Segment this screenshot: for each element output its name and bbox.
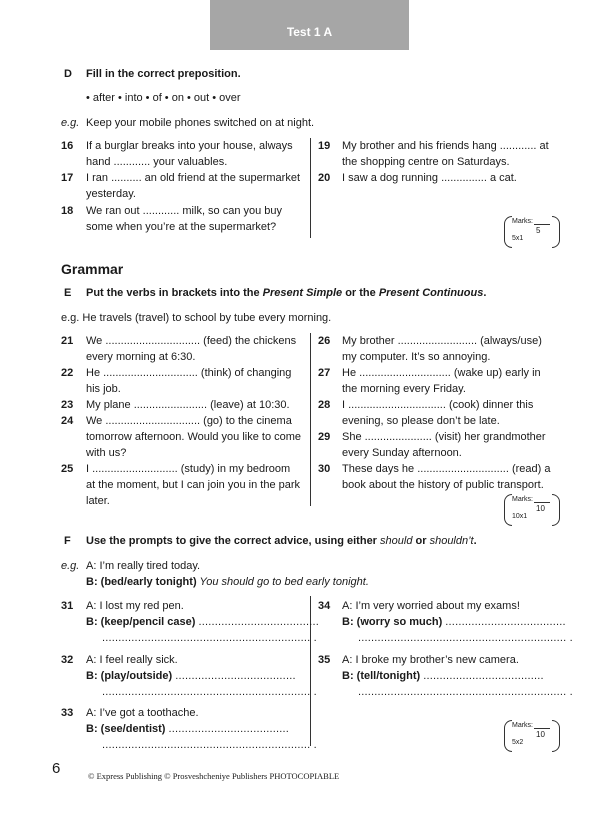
item-number: 29 [318,431,331,443]
dialogue-a: A: I lost my red pen. [86,600,184,612]
section-d-letter: D [64,68,72,80]
example-label: e.g. [61,117,80,129]
item-number: 23 [61,399,74,411]
dialogue-a: A: I’ve got a toothache. [86,707,199,719]
item-text: I ............................ (study) in my bedroom at the moment, but I can join you in the park later. [86,463,301,507]
item-text: She ...................... (visit) her grandmother every Sunday afternoon. [342,431,546,459]
section-f-title: Use the prompts to give the correct advice, using either should or shouldn’t. [86,535,477,547]
item-number: 26 [318,335,331,347]
item-text: These days he .............................. (read) a book about the history of public transport. [342,463,551,491]
item-text: My brother .......................... (always/use) my computer. It’s so annoying. [342,335,542,363]
item-text: My brother and his friends hang ............ at the shopping centre on Saturdays. [342,140,549,168]
preposition-options: • after • into • of • on • out • over [86,92,241,104]
item-text: I ran .......... an old friend at the supermarket yesterday. [86,172,300,200]
item-number: 20 [318,172,331,184]
answer-line: ................................................................ . [102,686,317,698]
item-text: We ran out ............ milk, so can you buy some when you’re at the supermarket? [86,205,283,233]
dialogue-b: B: (tell/tonight) ..................................... [342,670,544,682]
dialogue-b: B: (play/outside) ..................................... [86,670,296,682]
column-divider [310,333,311,506]
section-d-title: Fill in the correct preposition. [86,68,241,80]
dialogue-b: B: (keep/pencil case) ..................................... [86,616,319,628]
example-line-a: A: I’m really tired today. [86,560,201,572]
example-label: e.g. [61,560,80,572]
item-number: 22 [61,367,74,379]
item-text: We ............................... (go) to the cinema tomorrow afternoon. Would you like to come with us? [86,415,302,459]
dialogue-b: B: (worry so much) ..................................... [342,616,566,628]
item-number: 16 [61,140,74,152]
copyright-notice: © Express Publishing © Prosveshcheniye Publishers PHOTOCOPIABLE [88,771,340,781]
dialogue-a: A: I feel really sick. [86,654,178,666]
example-line-b: B: (bed/early tonight) You should go to bed early tonight. [86,576,369,588]
item-text: My plane ........................ (leave) at 10:30. [86,399,290,411]
answer-line: ................................................................ . [102,632,317,644]
dialogue-b: B: (see/dentist) ..................................... [86,723,290,735]
item-number: 17 [61,172,74,184]
item-text: I saw a dog running ............... a cat. [342,172,517,184]
item-number: 21 [61,335,74,347]
item-text: He ............................... (think) of changing his job. [86,367,292,395]
section-d-example: Keep your mobile phones switched on at night. [86,117,315,129]
grammar-heading: Grammar [61,261,124,277]
item-text: He .............................. (wake up) early in the morning every Friday. [342,367,541,395]
answer-line: ................................................................ . [358,632,573,644]
item-number: 25 [61,463,74,475]
section-e-example: e.g. He travels (travel) to school by tube every morning. [61,312,332,324]
item-number: 18 [61,205,74,217]
column-divider [310,138,311,238]
test-title: Test 1 A [210,0,409,50]
item-number: 32 [61,654,74,666]
page-number: 6 [52,760,61,777]
section-e-title: Put the verbs in brackets into the Present Simple or the Present Continuous. [86,287,487,299]
item-number: 34 [318,600,331,612]
item-number: 33 [61,707,74,719]
section-e-letter: E [64,287,72,299]
item-number: 19 [318,140,331,152]
dialogue-a: A: I’m very worried about my exams! [342,600,520,612]
answer-line: ................................................................ . [102,739,317,751]
item-number: 24 [61,415,74,427]
item-number: 31 [61,600,74,612]
item-number: 28 [318,399,331,411]
item-number: 30 [318,463,331,475]
marks-box: Marks: 10 5x2 [504,720,560,754]
dialogue-a: A: I broke my brother’s new camera. [342,654,519,666]
answer-line: ................................................................ . [358,686,573,698]
marks-box: Marks: 5 5x1 [504,216,560,250]
item-number: 27 [318,367,331,379]
section-f-letter: F [64,535,71,547]
item-text: If a burglar breaks into your house, always hand ............ your valuables. [86,140,293,168]
item-text: I ................................ (cook) dinner this evening, so please don’t be late. [342,399,534,427]
item-text: We ............................... (feed) the chickens every morning at 6:30. [86,335,297,363]
item-number: 35 [318,654,331,666]
marks-box: Marks: 10 10x1 [504,494,560,528]
